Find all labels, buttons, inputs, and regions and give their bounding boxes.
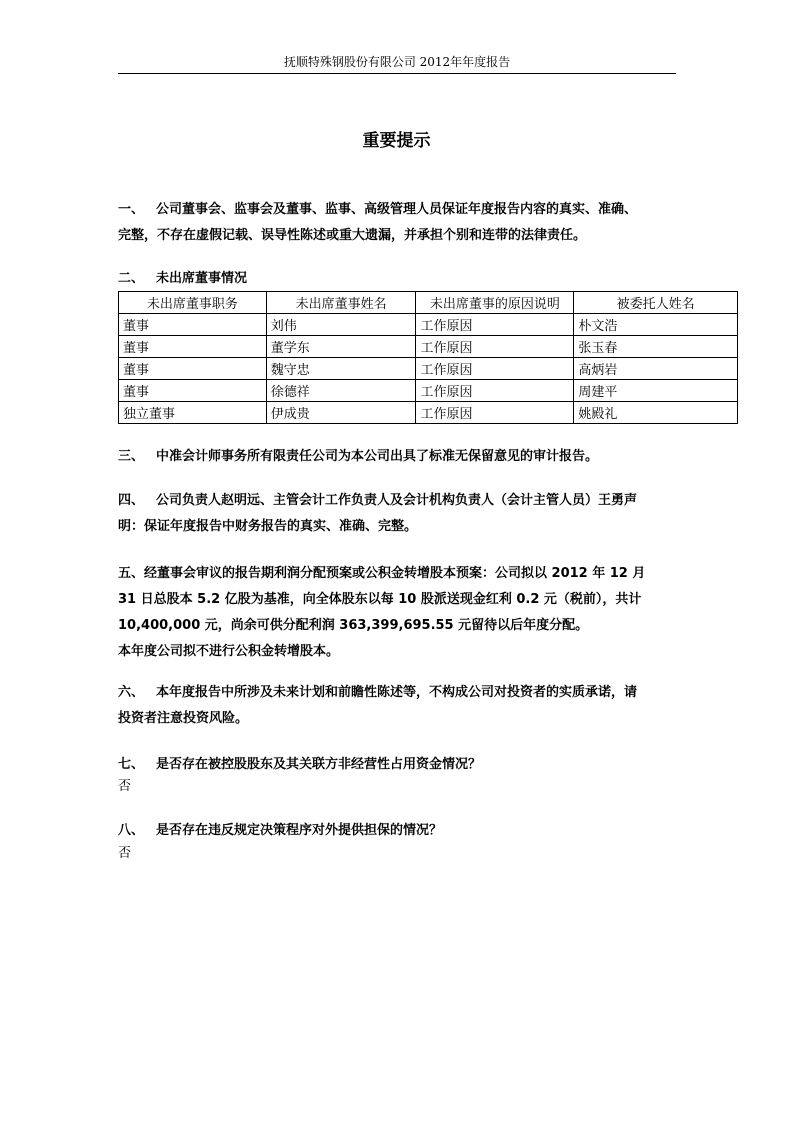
table-header-cell: 未出席董事的原因说明: [416, 292, 574, 314]
section-5-line-3: 10,400,000 元，尚余可供分配利润 363,399,695.55 元留待以后年度分配。: [118, 618, 589, 633]
table-cell: 周建平: [574, 380, 738, 402]
section-8: [118, 818, 678, 844]
table-cell: 董事: [119, 314, 267, 336]
section-8-number: 八、: [118, 823, 145, 838]
table-header-cell: 未出席董事职务: [119, 292, 267, 314]
section-7-number: 七、: [118, 757, 145, 772]
table-cell: 董事: [119, 358, 267, 380]
section-6-line-1: 本年度报告中所涉及未来计划和前瞻性陈述等，不构成公司对投资者的实质承诺，请: [156, 685, 638, 700]
table-cell: 姚殿礼: [574, 402, 738, 424]
section-5-line-1: 五、经董事会审议的报告期利润分配预案或公积金转增股本预案：公司拟以 2012 年 12 月: [118, 566, 646, 581]
table-row: [119, 402, 738, 424]
section-8-question: 是否存在违反规定决策程序对外提供担保的情况？: [156, 823, 443, 838]
absent-directors-table: [118, 291, 738, 424]
table-row: [119, 358, 738, 380]
table-cell: 高炳岩: [574, 358, 738, 380]
table-row: [119, 336, 738, 358]
table-cell: 工作原因: [416, 380, 574, 402]
table-cell: 伊成贵: [266, 402, 416, 424]
table-cell: 朴文浩: [574, 314, 738, 336]
page-title: 重要提示: [362, 131, 431, 151]
section-1: [118, 197, 678, 249]
section-7-answer: 否: [118, 779, 132, 794]
table-header-cell: 被委托人姓名: [574, 292, 738, 314]
section-7-question: 是否存在被控股股东及其关联方非经营性占用资金情况？: [156, 757, 482, 772]
section-2-heading: 未出席董事情况: [156, 271, 248, 286]
section-5: [118, 561, 678, 665]
table-cell: 工作原因: [416, 402, 574, 424]
table-cell: 工作原因: [416, 336, 574, 358]
section-6-number: 六、: [118, 685, 145, 700]
section-2: [118, 266, 678, 292]
section-3-text: 中准会计师事务所有限责任公司为本公司出具了标准无保留意见的审计报告。: [156, 449, 599, 464]
section-6-line-2: 投资者注意投资风险。: [118, 711, 249, 726]
section-1-line-1: 公司董事会、监事会及董事、监事、高级管理人员保证年度报告内容的真实、准确、: [156, 202, 638, 217]
section-1-number: 一、: [118, 202, 145, 217]
section-4-line-2: 明：保证年度报告中财务报告的真实、准确、完整。: [118, 519, 418, 534]
section-8-answer: 否: [118, 846, 132, 861]
table-cell: 董事: [119, 380, 267, 402]
table-header-row: [119, 292, 738, 314]
section-3-number: 三、: [118, 449, 145, 464]
table-row: [119, 314, 738, 336]
section-4: [118, 488, 678, 540]
section-7: [118, 752, 678, 778]
section-6: [118, 680, 678, 732]
page-header: 抚顺特殊钢股份有限公司 2012年年度报告: [283, 55, 511, 69]
section-5-line-4: 本年度公司拟不进行公积金转增股本。: [118, 644, 340, 659]
table-row: [119, 380, 738, 402]
table-cell: 董事: [119, 336, 267, 358]
section-5-line-2: 31 日总股本 5.2 亿股为基准，向全体股东以每 10 股派送现金红利 0.2 元（税前），共计: [118, 592, 642, 607]
table-cell: 工作原因: [416, 358, 574, 380]
section-1-line-2: 完整，不存在虚假记载、误导性陈述或重大遗漏，并承担个别和连带的法律责任。: [118, 228, 587, 243]
section-2-number: 二、: [118, 271, 145, 286]
section-3: [118, 444, 678, 470]
table-cell: 张玉春: [574, 336, 738, 358]
table-cell: 魏守忠: [266, 358, 416, 380]
section-4-number: 四、: [118, 493, 145, 508]
table-header-cell: 未出席董事姓名: [266, 292, 416, 314]
table-cell: 徐德祥: [266, 380, 416, 402]
header-divider: [118, 73, 676, 74]
table-cell: 刘伟: [266, 314, 416, 336]
table-cell: 独立董事: [119, 402, 267, 424]
table-cell: 董学东: [266, 336, 416, 358]
table-cell: 工作原因: [416, 314, 574, 336]
section-4-line-1: 公司负责人赵明远、主管会计工作负责人及会计机构负责人（会计主管人员）王勇声: [156, 493, 638, 508]
